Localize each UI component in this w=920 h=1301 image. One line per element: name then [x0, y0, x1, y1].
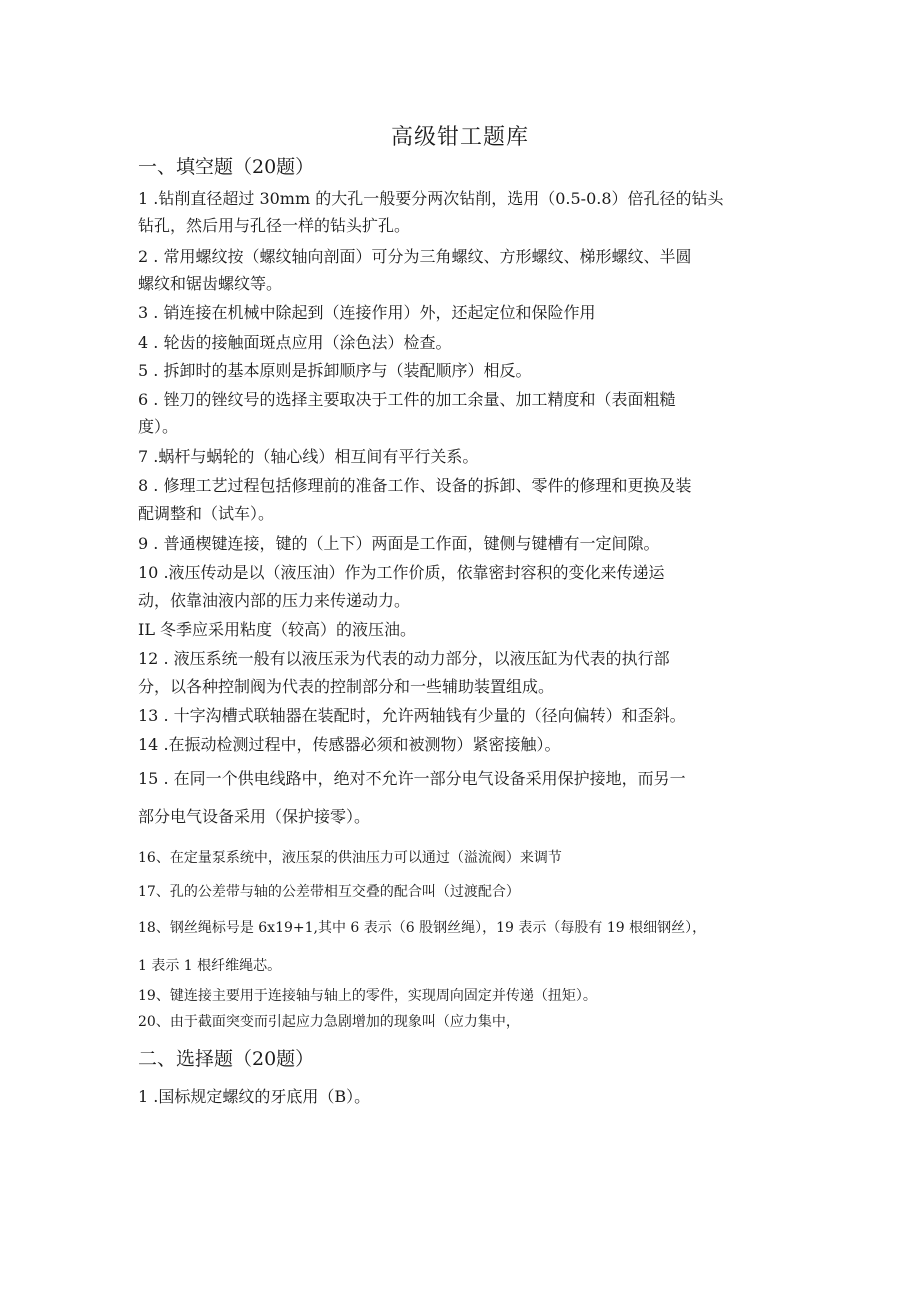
paragraph-line: IL 冬季应采用粘度（较高）的液压油。 [138, 620, 417, 639]
paragraph-line: 10 .液压传动是以（液压油）作为工作价质，依靠密封容积的变化来传递运 [138, 563, 665, 582]
paragraph-line: 16、在定量泵系统中，液压泵的供油压力可以通过（溢流阀）来调节 [138, 850, 562, 866]
document-title: 高级钳工题库 [390, 125, 529, 150]
paragraph-line: 9 . 普通楔键连接，键的（上下）两面是工作面，键侧与键槽有一定间隙。 [138, 534, 660, 553]
paragraph-line: 15 . 在同一个供电线路中，绝对不允许一部分电气设备采用保护接地，而另一 [138, 769, 686, 788]
choice-question: 1 .国标规定螺纹的牙底用（B）。 [138, 1087, 371, 1106]
section-heading-fill-blank: 一、填空题（20题） [138, 156, 315, 178]
paragraph-line: 12 . 液压系统一般有以液压汞为代表的动力部分，以液压缸为代表的执行部 [138, 649, 670, 668]
paragraph-line: 18、钢丝绳标号是 6x19+1,其中 6 表示（6 股钢丝绳），19 表示（每股有 19 根细钢丝）， [138, 920, 707, 936]
paragraph-line: 3 . 销连接在机械中除起到（连接作用）外，还起定位和保险作用 [138, 303, 596, 322]
paragraph-line: 钻孔，然后用与孔径一样的钻头扩孔。 [138, 216, 411, 235]
paragraph-line: 13 . 十字沟槽式联轴器在装配时，允许两轴钱有少量的（径向偏转）和歪斜。 [138, 706, 686, 725]
paragraph-line: 17、孔的公差带与轴的公差带相互交叠的配合叫（过渡配合） [138, 884, 520, 900]
paragraph-line: 8 . 修理工艺过程包括修理前的准备工作、设备的拆卸、零件的修理和更换及装 [138, 476, 692, 495]
paragraph-line: 19、键连接主要用于连接轴与轴上的零件，实现周向固定并传递（扭矩）。 [138, 988, 597, 1004]
paragraph-line: 6 . 锉刀的锉纹号的选择主要取决于工件的加工余量、加工精度和（表面粗糙 [138, 390, 676, 409]
paragraph-line: 部分电气设备采用（保护接零）。 [138, 807, 371, 826]
section-heading-multiple-choice: 二、选择题（20题） [138, 1048, 315, 1070]
paragraph-line: 1 .钻削直径超过 30mm 的大孔一般要分两次钻削，选用（0.5-0.8）倍孔径的钻头 [138, 189, 724, 208]
paragraph-line: 度）。 [138, 417, 179, 436]
paragraph-line: 分，以各种控制阀为代表的控制部分和一些辅助装置组成。 [138, 677, 555, 696]
paragraph-line: 14 .在振动检测过程中，传感器必须和被测物）紧密接触）。 [138, 735, 561, 754]
paragraph-line: 2 . 常用螺纹按（螺纹轴向剖面）可分为三角螺纹、方形螺纹、梯形螺纹、半圆 [138, 247, 692, 266]
paragraph-line: 5 . 拆卸时的基本原则是拆卸顺序与（装配顺序）相反。 [138, 361, 532, 380]
paragraph-line: 7 .蜗杆与蜗轮的（轴心线）相互间有平行关系。 [138, 447, 479, 466]
paragraph-line: 动，依靠油液内部的压力来传递动力。 [138, 591, 411, 610]
paragraph-line: 4 . 轮齿的接触面斑点应用（涂色法）检查。 [138, 333, 452, 352]
paragraph-line: 螺纹和锯齿螺纹等。 [138, 274, 283, 293]
paragraph-line: 配调整和（试车）。 [138, 504, 275, 523]
paragraph-line: 20、由于截面突变而引起应力急剧增加的现象叫（应力集中， [138, 1014, 520, 1030]
paragraph-line: 1 表示 1 根纤维绳芯。 [138, 958, 282, 974]
